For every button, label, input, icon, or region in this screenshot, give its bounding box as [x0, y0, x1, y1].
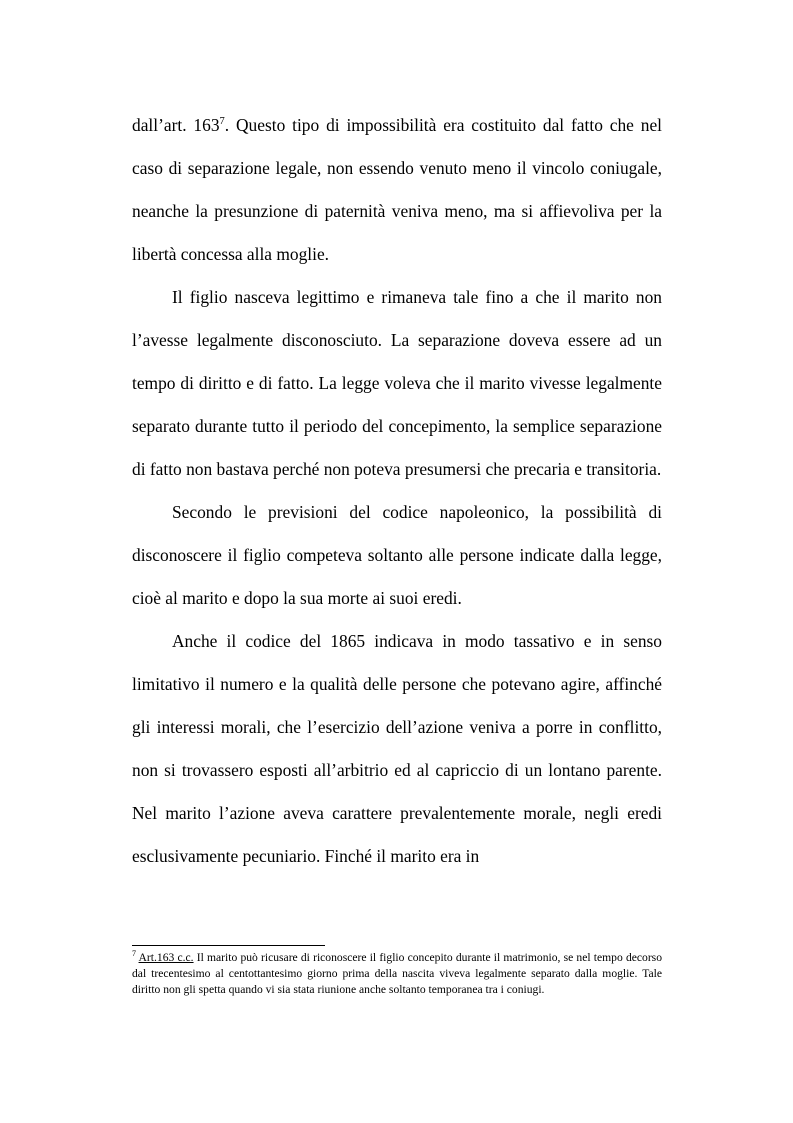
footnote-divider — [132, 945, 325, 946]
paragraph-3: Secondo le previsioni del codice napoleonico, la possibilità di disconoscere il figlio competeva soltanto alle persone indicate dalla legge, cioè al marito e dopo la sua morte ai suoi eredi. — [132, 502, 662, 608]
footnote-mark: 7 — [132, 949, 136, 958]
footnote-reference-mark: 7 — [219, 116, 225, 127]
main-text — [132, 104, 662, 878]
paragraph-1-lead: dall’art. 163 — [132, 115, 220, 135]
paragraph-2: Il figlio nasceva legittimo e rimaneva tale fino a che il marito non l’avesse legalmente disconosciuto. La separazione doveva essere ad un tempo di diritto e di fatto. La legge voleva che il marito vivesse legalmente separato durante tutto il periodo del concepimento, la semplice separazione di fatto non bastava perché non poteva presumersi che precaria e transitoria. — [132, 287, 662, 479]
footnote-text: Il marito può ricusare di riconoscere il figlio concepito durante il matrimonio, se nel tempo decorso dal trecentesimo al centottantesimo giorno prima della nascita viveva legalmente separato dalla moglie. Tale diritto non gli spetta quando vi sia stata riunione anche soltanto temporanea tra i coniugi. — [132, 951, 662, 996]
paragraph-1-rest: . Questo tipo di impossibilità era costituito dal fatto che nel caso di separazione legale, non essendo venuto meno il vincolo coniugale, neanche la presunzione di paternità veniva meno, ma si affievoliva per la libertà concessa alla moglie. — [132, 115, 663, 264]
paragraph-1 — [132, 104, 662, 276]
footnote-7 — [132, 950, 662, 997]
footnote-article-reference: Art.163 c.c. — [138, 951, 194, 964]
paragraph-4: Anche il codice del 1865 indicava in modo tassativo e in senso limitativo il numero e la qualità delle persone che potevano agire, affinché gli interessi morali, che l’esercizio dell’azione veniva a porre in conflitto, non si trovassero esposti all’arbitrio ed al capriccio di un lontano parente. Nel marito l’azione aveva carattere prevalentemente morale, negli eredi esclusivamente pecuniario. Finché il marito era in — [132, 631, 662, 866]
